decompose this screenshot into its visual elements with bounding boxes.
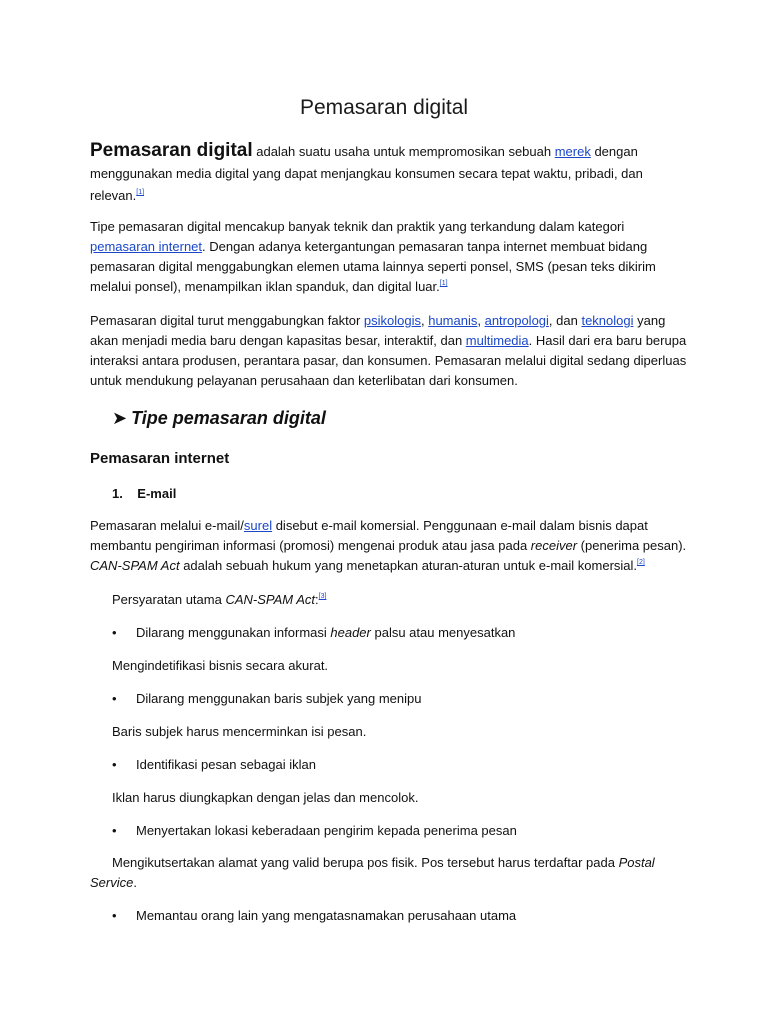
page-title: Pemasaran digital bbox=[299, 96, 469, 119]
link-humanis[interactable]: humanis bbox=[428, 313, 478, 328]
list-number: 1. bbox=[112, 486, 123, 501]
bullet-icon: • bbox=[112, 757, 117, 772]
section-heading: ➤ Tipe pemasaran digital bbox=[112, 408, 326, 428]
list-item: • Menyertakan lokasi keberadaan pengirim kepada penerima pesan bbox=[112, 821, 692, 841]
bullet-icon: • bbox=[112, 625, 117, 640]
paragraph-tipe: Tipe pemasaran digital mencakup banyak teknik dan praktik yang terkandung dalam kategori pemasaran internet. Dengan adanya ketergantungan pemasaran tanpa internet membuat bidang pemasaran digital menggabungkan elemen utama lainnya seperti ponsel, SMS (pesan teks dikirim melalui ponsel), menampilkan iklan spanduk, dan digital luar.[1] bbox=[90, 219, 656, 294]
link-surel[interactable]: surel bbox=[243, 518, 273, 533]
ref-link-1[interactable]: [1] bbox=[136, 189, 145, 196]
list-item-description: Baris subjek harus mencerminkan isi pesan. bbox=[112, 724, 367, 739]
ref-link-3[interactable]: [3] bbox=[318, 593, 327, 600]
intro-lead-term: Pemasaran digital bbox=[90, 140, 253, 161]
list-item-description: Mengikutsertakan alamat yang valid berupa pos fisik. Pos tersebut harus terdaftar pada Postal Service. bbox=[90, 855, 655, 890]
list-item-label: E-mail bbox=[137, 486, 177, 501]
link-merek[interactable]: merek bbox=[554, 144, 591, 159]
bullet-icon: • bbox=[112, 823, 117, 838]
numbered-item-email bbox=[112, 484, 712, 504]
link-pemasaran-internet[interactable]: pemasaran internet bbox=[90, 239, 203, 254]
list-item: • Memantau orang lain yang mengatasnamakan perusahaan utama bbox=[112, 906, 692, 926]
list-item: • Identifikasi pesan sebagai iklan bbox=[112, 755, 692, 775]
list-item: • Dilarang menggunakan baris subjek yang menipu bbox=[112, 689, 692, 709]
ref-link-1b[interactable]: [1] bbox=[439, 280, 448, 287]
link-multimedia[interactable]: multimedia bbox=[465, 333, 529, 348]
list-item-description: Mengindetifikasi bisnis secara akurat. bbox=[112, 658, 329, 673]
link-psikologis[interactable]: psikologis bbox=[363, 313, 421, 328]
intro-paragraph: Pemasaran digital adalah suatu usaha untuk mempromosikan sebuah merek dengan menggunakan media digital yang dapat menjangkau konsumen secara tepat waktu, pribadi, dan relevan.[1] bbox=[90, 140, 643, 203]
requirements-intro: Persyaratan utama CAN-SPAM Act:[3] bbox=[112, 592, 327, 607]
bullet-icon: • bbox=[112, 908, 117, 923]
bullet-icon: • bbox=[112, 691, 117, 706]
link-teknologi[interactable]: teknologi bbox=[581, 313, 634, 328]
subheading-pemasaran-internet: Pemasaran internet bbox=[90, 450, 230, 467]
arrow-bullet-icon: ➤ bbox=[112, 408, 128, 428]
list-item-description: Iklan harus diungkapkan dengan jelas dan mencolok. bbox=[112, 790, 419, 805]
ref-link-2[interactable]: [2] bbox=[637, 559, 645, 566]
paragraph-faktor: Pemasaran digital turut menggabungkan faktor psikologis, humanis, antropologi, dan teknologi yang akan menjadi media baru dengan kapasitas besar, interaktif, dan multimedia. Hasil dari era baru berupa interaksi antara produsen, perantara pasar, dan konsumen. Pemasaran melalui digital sedang diperluas untuk mendukung pelayanan perusahaan dan keterlibatan dari konsumen. bbox=[90, 313, 687, 388]
paragraph-email: Pemasaran melalui e-mail/surel disebut e-mail komersial. Penggunaan e-mail dalam bisnis dapat membantu pengiriman informasi (promosi) mengenai produk atau jasa pada receiver (penerima pesan). CAN-SPAM Act adalah sebuah hukum yang menetapkan aturan-aturan untuk e-mail komersial.[2] bbox=[90, 518, 687, 573]
list-item: • Dilarang menggunakan informasi header palsu atau menyesatkan bbox=[112, 623, 692, 643]
link-antropologi[interactable]: antropologi bbox=[484, 313, 549, 328]
